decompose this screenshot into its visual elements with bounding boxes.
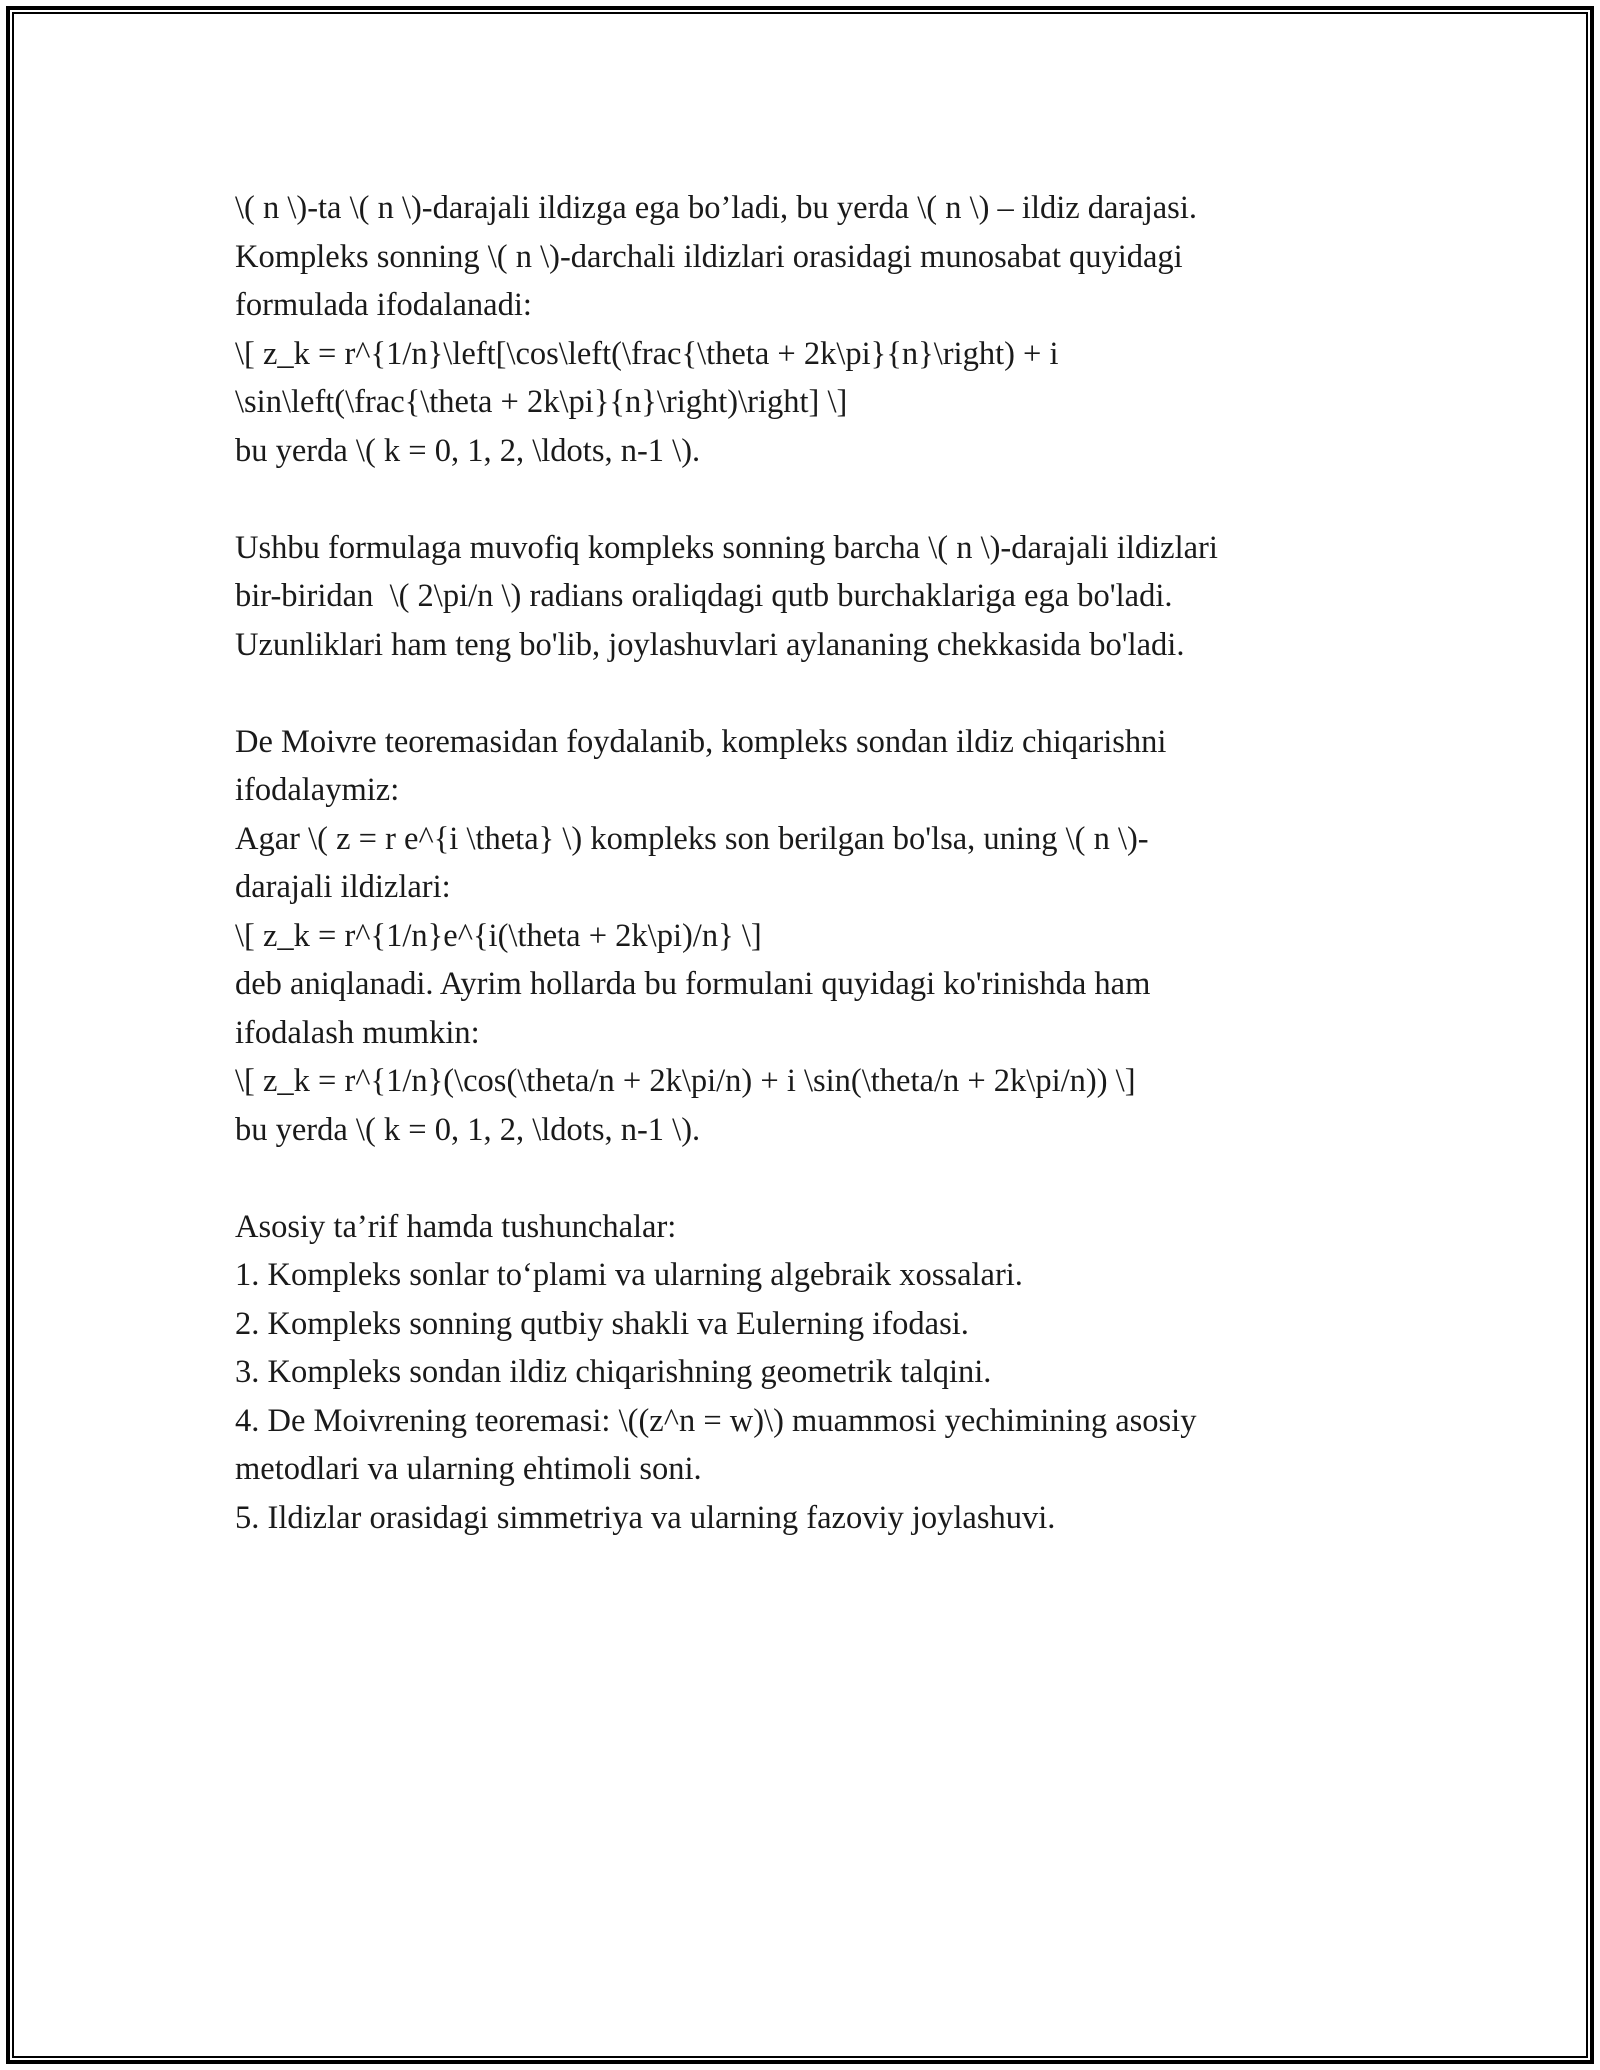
paragraph-de-moivre (235, 718, 1395, 1155)
list-item: 5. Ildizlar orasidagi simmetriya va ularning fazoviy joylashuvi. (235, 1499, 1056, 1536)
text-line: Agar \( z = r e^{i \theta} \) kompleks son berilgan bo'lsa, uning \( n \)- (235, 820, 1149, 857)
paragraph-gap (235, 475, 1395, 524)
text-line: bu yerda \( k = 0, 1, 2, \ldots, n-1 \). (235, 432, 701, 469)
text-line: De Moivre teoremasidan foydalanib, kompleks sondan ildiz chiqarishni (235, 723, 1167, 760)
text-line: formulada ifodalanadi: (235, 287, 532, 323)
list-item: 1. Kompleks sonlar to‘plami va ularning algebraik xossalari. (235, 1257, 1023, 1293)
paragraph-key-concepts (235, 1203, 1395, 1543)
text-line: ifodalash mumkin: (235, 1014, 480, 1051)
paragraph-roots-formula (235, 184, 1395, 475)
text-line: Uzunliklari ham teng bo'lib, joylashuvlari aylananing chekkasida bo'ladi. (235, 626, 1185, 663)
list-item-continuation: metodlari va ularning ehtimoli soni. (235, 1451, 702, 1487)
text-line: darajali ildizlari: (235, 869, 451, 905)
text-line: bir-biridan \( 2\pi/n \) radians oraliqdagi qutb burchaklariga ega bo'ladi. (235, 578, 1173, 614)
text-line: Ushbu formulaga muvofiq kompleks sonning barcha \( n \)-darajali ildizlari (235, 529, 1218, 566)
text-line: bu yerda \( k = 0, 1, 2, \ldots, n-1 \). (235, 1111, 701, 1148)
paragraph-angles (235, 524, 1395, 670)
list-item: 3. Kompleks sondan ildiz chiqarishning geometrik talqini. (235, 1354, 992, 1390)
text-line: Kompleks sonning \( n \)-darchali ildizlari orasidagi munosabat quyidagi (235, 238, 1183, 275)
document-body (235, 184, 1395, 1542)
list-item: 2. Kompleks sonning qutbiy shakli va Eulerning ifodasi. (235, 1305, 969, 1342)
text-line: deb aniqlanadi. Ayrim hollarda bu formulani quyidagi ko'rinishda ham (235, 966, 1151, 1002)
section-heading: Asosiy ta’rif hamda tushunchalar: (235, 1208, 677, 1245)
formula-line: \sin\left(\frac{\theta + 2k\pi}{n}\right)\right] \] (235, 384, 848, 420)
formula-line: \[ z_k = r^{1/n}e^{i(\theta + 2k\pi)/n} \] (235, 917, 762, 954)
formula-line: \[ z_k = r^{1/n}\left[\cos\left(\frac{\theta + 2k\pi}{n}\right) + i (235, 335, 1059, 372)
paragraph-gap (235, 669, 1395, 718)
text-line: \( n \)-ta \( n \)-darajali ildizga ega bo’ladi, bu yerda \( n \) – ildiz darajasi. (235, 190, 1197, 226)
formula-line: \[ z_k = r^{1/n}(\cos(\theta/n + 2k\pi/n) + i \sin(\theta/n + 2k\pi/n)) \] (235, 1063, 1136, 1099)
list-item: 4. De Moivrening teoremasi: \((z^n = w)\) muammosi yechimining asosiy (235, 1402, 1197, 1439)
paragraph-gap (235, 1154, 1395, 1203)
text-line: ifodalaymiz: (235, 772, 400, 808)
